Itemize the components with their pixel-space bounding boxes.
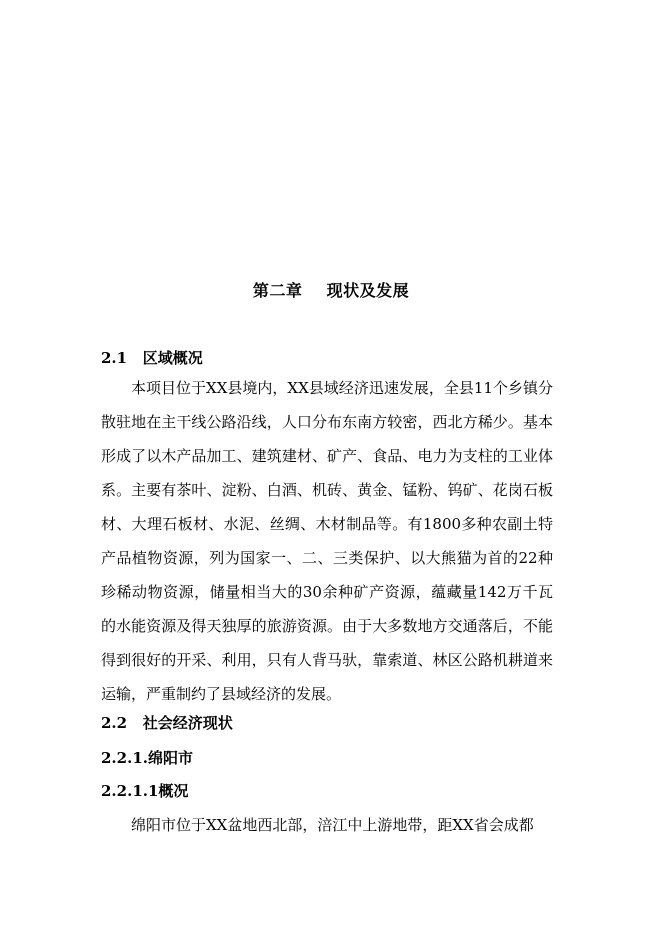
section-2-2-heading: 2.2 社会经济现状 [101,714,233,732]
section-2-1-heading: 2.1 区域概况 [101,349,203,367]
chapter-title: 第二章 现状及发展 [252,281,410,300]
section-2-2-1-heading: 2.2.1.绵阳市 [101,749,193,767]
section-2-2-1-1-paragraph: 绵阳市位于XX盆地西北部，涪江中上游地带，距XX省会成都 [131,816,534,834]
section-2-1-body [101,371,553,711]
section-2-2-1-1-heading: 2.2.1.1概况 [101,782,189,800]
section-2-1-paragraph: 本项目位于XX县境内，XX县域经济迅速发展，全县11个乡镇分散驻地在主干线公路沿线，人口分布东南方较密，西北方稀少。基本形成了以木产品加工、建筑建材、矿产、食品、电力为支柱的工业体系。主要有茶叶、淀粉、白酒、机砖、黄金、锰粉、钨矿、花岗石板材、大理石板材、水泥、丝绸、木材制品等。有1800多种农副土特产品植物资源，列为国家一、二、三类保护、以大熊猫为首的22种珍稀动物资源，储量相当大的30余种矿产资源，蕴藏量142万千瓦的水能资源及得天独厚的旅游资源。由于大多数地方交通落后，不能得到很好的开采、利用，只有人背马驮，靠索道、林区公路机耕道来运输，严重制约了县域经济的发展。 [101,379,553,703]
